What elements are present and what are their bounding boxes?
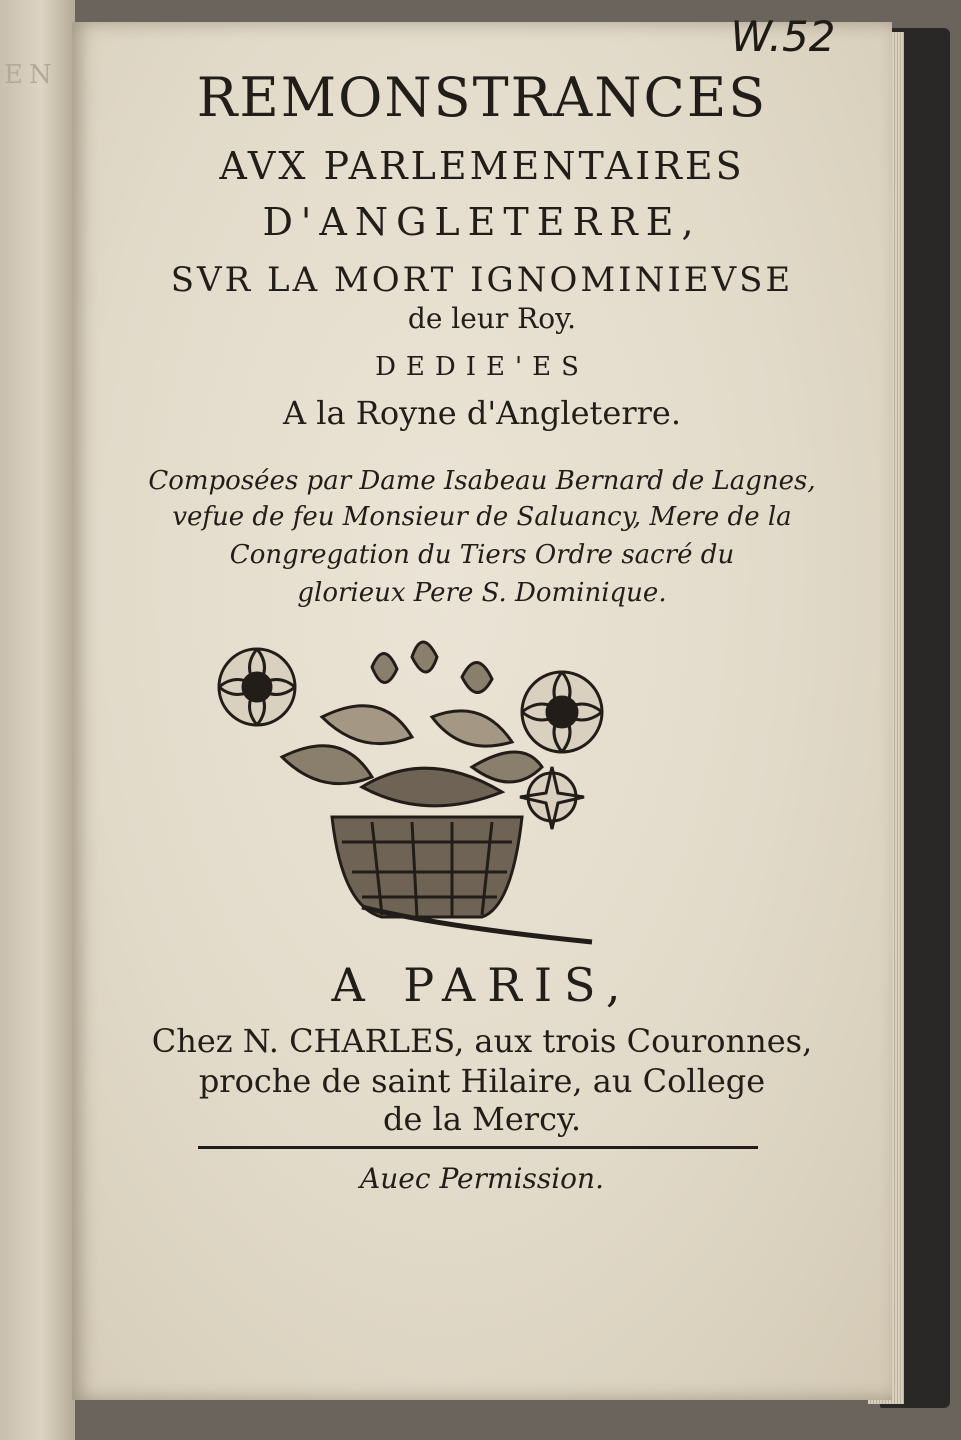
facing-left-page xyxy=(0,0,75,1440)
subtitle-line-4: de leur Roy. xyxy=(407,302,577,335)
book-title: REMONSTRANCES xyxy=(196,66,768,129)
dedication-heading: DEDIE'ES xyxy=(375,352,589,382)
author-line-2: vefue de feu Monsieur de Saluancy, Mere de la xyxy=(172,502,792,532)
divider-rule xyxy=(198,1146,758,1149)
imprint-city: A PARIS, xyxy=(331,958,633,1012)
author-line-3: Congregation du Tiers Ordre sacré du xyxy=(229,540,735,570)
imprint-address: proche de saint Hilaire, au College xyxy=(198,1062,766,1100)
dedication-recipient: A la Royne d'Angleterre. xyxy=(282,394,682,432)
handwritten-shelfmark: W.52 xyxy=(730,12,836,61)
subtitle-line-3: SVR LA MORT IGNOMINIEVSE xyxy=(170,260,794,300)
author-line-1: Composées par Dame Isabeau Bernard de Lagnes, xyxy=(148,466,816,496)
permission-note: Auec Permission. xyxy=(360,1162,604,1195)
title-page xyxy=(72,22,892,1400)
imprint-publisher: Chez N. CHARLES, aux trois Couronnes, xyxy=(151,1022,813,1060)
flower-basket-woodcut-icon xyxy=(212,617,632,957)
author-line-4: glorieux Pere S. Dominique. xyxy=(297,578,667,608)
subtitle-line-2: D'ANGLETERRE, xyxy=(262,200,702,244)
subtitle-line-1: AVX PARLEMENTAIRES xyxy=(219,144,745,188)
imprint-address-2: de la Mercy. xyxy=(383,1100,581,1138)
left-page-bleed-text: EN xyxy=(4,60,58,90)
